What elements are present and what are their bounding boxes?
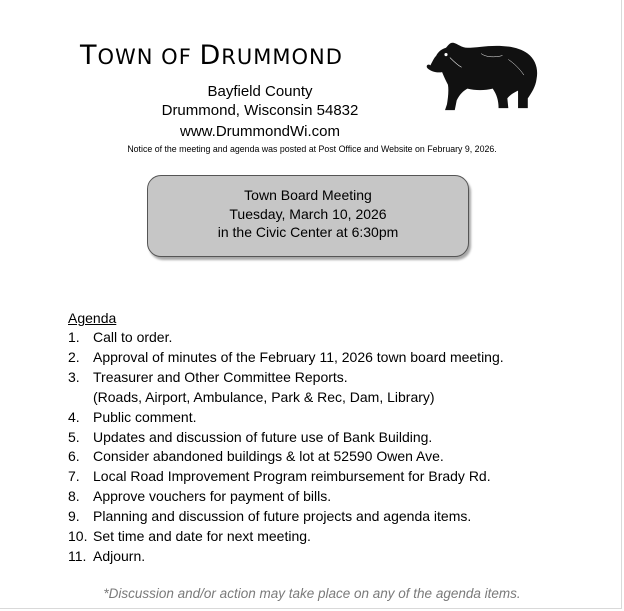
agenda-item: 8. Approve vouchers for payment of bills. [68,488,332,505]
agenda-item: 6. Consider abandoned buildings & lot at 52590 Owen Ave. [68,448,444,465]
posting-notice: Notice of the meeting and agenda was posted at Post Office and Website on February 9, 2026. [127,144,497,154]
bear-icon [424,40,542,114]
meeting-date: Tuesday, March 10, 2026 [229,205,387,222]
agenda-item: 10. Set time and date for next meeting. [68,528,311,545]
agenda-heading: Agenda [68,310,117,326]
agenda-item: 2. Approval of minutes of the February 11, 2026 town board meeting. [68,348,504,365]
agenda-item: 3. Treasurer and Other Committee Reports. [68,368,348,385]
agenda-item: 5. Updates and discussion of future use of Bank Building. [68,428,433,445]
town-title: TOWN OF DRUMMOND [80,40,343,71]
agenda-item: 9. Planning and discussion of future projects and agenda items. [68,508,472,525]
county-name: Bayfield County [207,83,313,100]
website-link[interactable]: www.DrummondWi.com [179,123,341,140]
agenda-list [68,328,504,567]
agenda-footnote: *Discussion and/or action may take place on any of the agenda items. [103,586,521,601]
meeting-title: Town Board Meeting [244,187,372,203]
agenda-item: 11. Adjourn. [68,547,146,564]
meeting-location: in the Civic Center at 6:30pm [217,224,399,240]
meeting-info-box [147,175,469,257]
agenda-item: 4. Public comment. [68,408,197,425]
town-address: Drummond, Wisconsin 54832 [161,102,359,119]
agenda-item: 7. Local Road Improvement Program reimbursement for Brady Rd. [68,468,491,485]
agenda-item-continuation: (Roads, Airport, Ambulance, Park & Rec, Dam, Library) [93,388,435,405]
agenda-item: 1. Call to order. [68,329,173,345]
